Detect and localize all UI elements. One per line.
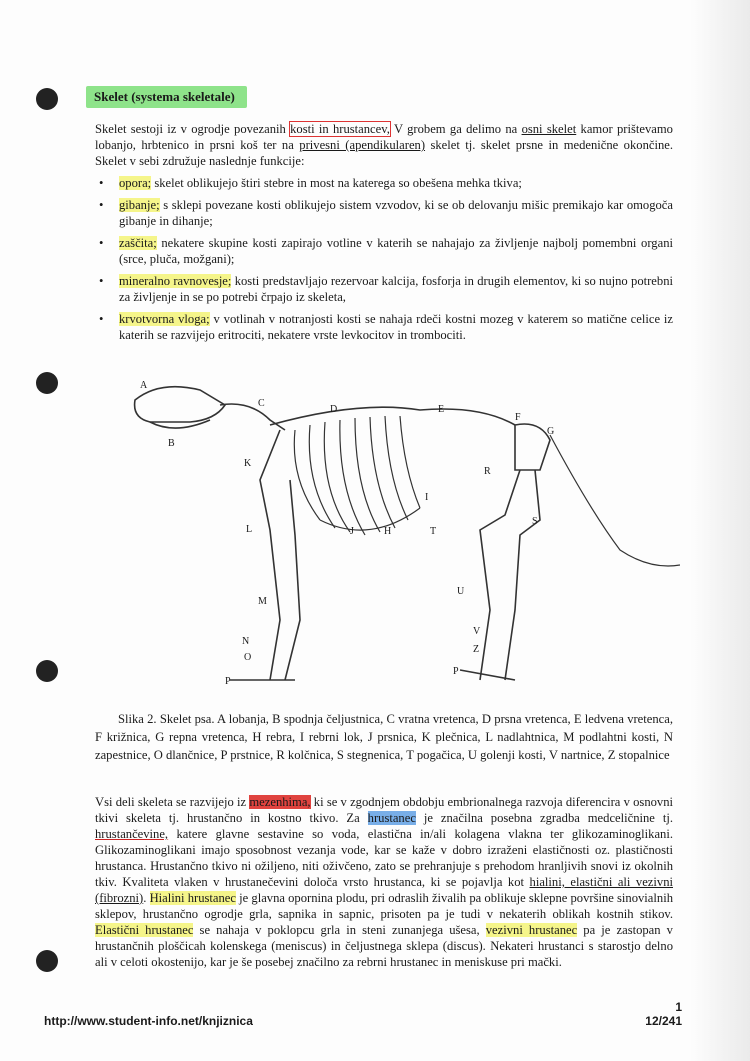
figure-label: K [244, 458, 252, 469]
figure-label: O [244, 652, 252, 663]
section-heading: Skelet (systema skeletale) [86, 86, 247, 108]
marked-term: krvotvorna vloga; [119, 312, 210, 326]
marked-term: opora; [119, 176, 152, 190]
figure-label: Z [473, 644, 480, 655]
figure-label: M [258, 596, 267, 607]
figure-label: I [425, 492, 429, 503]
figure-caption: Slika 2. Skelet psa. A lobanja, B spodnja čeljustnica, C vratna vretenca, D prsna vretenca, E ledvena vretenca, F križnica, G repna vretenca, H rebra, I rebrni lok, J prsnica, K plečnica, L nadlahtnica, M podlahtni kosti, N zapestnice, O dlančnice, P prstnice, R kolčnica, S stegnenica, T pogačica, U golenji kosti, V nartnice, Z stopalnice [95, 712, 673, 762]
punch-hole [36, 372, 58, 394]
function-item [95, 235, 673, 267]
figure-label: E [438, 404, 445, 415]
function-list [95, 175, 673, 343]
marked-term: hrustanec [367, 811, 416, 825]
marked-term: privesni (apendikularen) [299, 138, 426, 152]
figure-label: L [246, 524, 253, 535]
function-item [95, 273, 673, 305]
marked-term: osni skelet [521, 122, 577, 136]
page-count: 12/241 [645, 1014, 682, 1028]
figure-label: C [258, 398, 265, 409]
body-paragraph [95, 794, 673, 970]
marked-term: gibanje; [119, 198, 160, 212]
figure-label: S [532, 516, 538, 527]
figure-label: F [515, 412, 521, 423]
punch-hole [36, 950, 58, 972]
text-run: katere glavne sestavine so voda, elastična in/ali kolagena vlakna ter glikozaminoglikani. Glikozaminoglikani imajo sposobnost vezanja vode, kar se kaže v dobro izraženi elastičnosti oz. plastičnosti hrustanca. Hrustančno tkivo ni ožiljeno, niti oživčeno, zato se prehranjuje s prehodom hranljivih snovi iz okolnih tkiv. Kvaliteta vlaken v hrustanečevini določa vrsto hrustanca, ki se pojavlja kot [95, 827, 673, 889]
figure-label: D [330, 404, 338, 415]
marked-term: hrustančevine, [95, 827, 169, 841]
marked-term: Hialini hrustanec [149, 891, 236, 905]
intro-paragraph [95, 121, 673, 169]
figure-label: U [457, 586, 465, 597]
function-item [95, 311, 673, 343]
text-run: kamor prištevamo lobanjo, hrbtenico in prsni koš ter na [95, 122, 673, 152]
figure-label: B [168, 438, 175, 449]
marked-term: Elastični hrustanec [95, 923, 194, 937]
text-run: v votlinah v notranjosti kosti se nahaja rdeči kostni mozeg v katerem so matične celice iz katerih se razvijejo eritrociti, nekatere vrste levkocitov in trombociti. [119, 312, 673, 342]
page-number: 1 [675, 1000, 682, 1014]
figure-label: T [430, 526, 437, 537]
figure-label: J [350, 526, 354, 537]
skeleton-drawing [120, 360, 680, 700]
text-run: kosti predstavljajo rezervoar kalcija, fosforja in drugih elementov, ki so nujno potrebni za življenje in se po potrebi črpajo iz skeleta, [119, 274, 673, 304]
footer-url[interactable]: http://www.student-info.net/knjiznica [44, 1014, 253, 1028]
text-run: se nahaja v poklopcu grla in steni zunanjega ušesa, [193, 923, 486, 937]
figure-label: P [225, 676, 231, 687]
figure-label: H [384, 526, 392, 537]
figure-label: R [484, 466, 491, 477]
figure-label: A [140, 380, 148, 391]
text-run: ki se v zgodnjem obdobju embrionalnega razvoja diferencira v osnovni tkivi skeleta tj. hrustančno in kostno tkivo. Za [95, 795, 674, 825]
marked-term: zaščita; [119, 236, 157, 250]
text-run: Vsi deli skeleta se razvijejo iz [95, 795, 250, 809]
marked-term: mezenhima, [249, 795, 311, 809]
figure-label: P [453, 666, 459, 677]
marked-term: mineralno ravnovesje; [119, 274, 232, 288]
marked-term: hialini, elastični ali vezivni (fibrozni) [95, 875, 673, 905]
figure-label: G [547, 426, 555, 437]
text-run: pa je zastopan v hrustančnih ploščicah kolenskega (meniscus) in čeljustnega sklepa (discus). Nekateri hrustanci s starostjo delno ali v celoti okostenijo, kar je še posebej značilno za rebrni hrustanec in meniskuse pri mački. [95, 923, 673, 969]
text-run: Skelet sestoji iz v ogrodje povezanih [95, 122, 291, 136]
figure-label: V [473, 626, 481, 637]
text-run: skelet oblikujejo štiri stebre in most na katerega so obešena mehka tkiva; [151, 176, 522, 190]
marked-term: vezivni hrustanec [485, 923, 578, 937]
function-item [95, 197, 673, 229]
punch-hole [36, 660, 58, 682]
marked-term: kosti in hrustancev, [290, 122, 390, 136]
text-run: skelet tj. skelet prsne in medenične okončine. Skelet v sebi združuje naslednje funkcije: [95, 138, 673, 168]
intro-block [95, 121, 673, 349]
text-run: V grobem ga delimo na [389, 122, 522, 136]
text-run: je značilna posebna zgradba medceličnine tj. [415, 811, 673, 825]
text-run: nekatere skupine kosti zapirajo votline v katerih se nahajajo za življenje najbolj pomembni organi (srce, pluča, možgani); [119, 236, 673, 266]
scan-shadow [690, 0, 750, 1061]
text-run: s sklepi povezane kosti oblikujejo sistem vzvodov, ki se ob delovanju mišic premikajo kar omogoča gibanje in dihanje; [119, 198, 673, 228]
function-item [95, 175, 673, 191]
text-run: . [143, 891, 150, 905]
punch-hole [36, 88, 58, 110]
text-run: je glavna opornina plodu, pri odraslih živalih pa oblikuje sklepne površine sinovialnih sklepov, hrustančno ogrodje grla, sapnika in sapnic, prisoten pa je tudi v nekaterih oblikah kostnih stikov. [95, 891, 673, 921]
dog-skeleton-figure [120, 360, 680, 700]
figure-label: N [242, 636, 250, 647]
